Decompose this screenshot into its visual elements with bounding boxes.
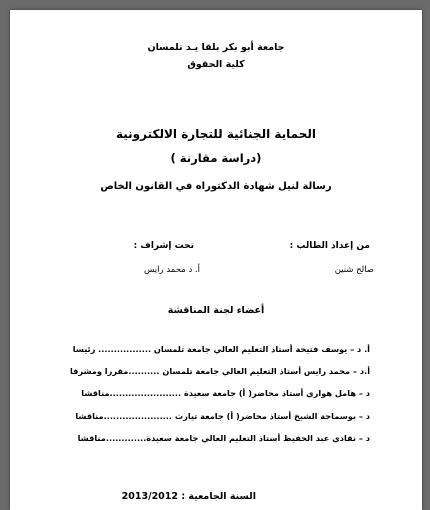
- thesis-title: الحماية الجنائية للتجارة الالكترونية: [116, 127, 316, 141]
- supervisor-label: تحت إشراف :: [133, 241, 194, 251]
- university-name: جامعة أبو بكر بلقا يـد تلمسان: [147, 42, 285, 53]
- committee-members: [70, 345, 370, 456]
- thesis-subtitle: (دراسة مقارنة ): [170, 151, 262, 165]
- committee-member: أ. د – يوسف فتيحة أستاذ التعليم العالي جامعة تلمسان ................. رئيسا: [72, 344, 370, 354]
- thesis-degree: رسالة لنيل شهادة الدكتوراه في القانون الخاص: [100, 181, 332, 192]
- academic-year: السنة الجامعية : 2013/2012: [121, 491, 256, 502]
- committee-heading: أعضاء لجنة المناقشة: [167, 305, 265, 316]
- committee-member: د – هامل هواري أستاذ محاضر( أ) جامعة سعيدة .......................مناقشا: [81, 388, 370, 399]
- committee-member: د – بوسماحة الشيخ أستاذ محاضر( أ) جامعة تيارت ......................مناقشا: [75, 410, 370, 421]
- supervisor-name: أ. د محمد رايس: [143, 265, 200, 275]
- committee-member: أ.د – محمد رايس أستاذ التعليم العالي جامعة تلمسان ..........مقررا ومشرفا: [69, 366, 370, 377]
- faculty-name: كلية الحقوق: [187, 59, 245, 70]
- student-label: من إعداد الطالب :: [289, 241, 370, 251]
- document-page: [10, 10, 422, 510]
- student-name: صالح شنين: [334, 265, 374, 275]
- committee-member: د – نقادي عبد الحفيظ أستاذ التعليم العالي جامعة سعيدة.............مناقشا: [77, 432, 370, 443]
